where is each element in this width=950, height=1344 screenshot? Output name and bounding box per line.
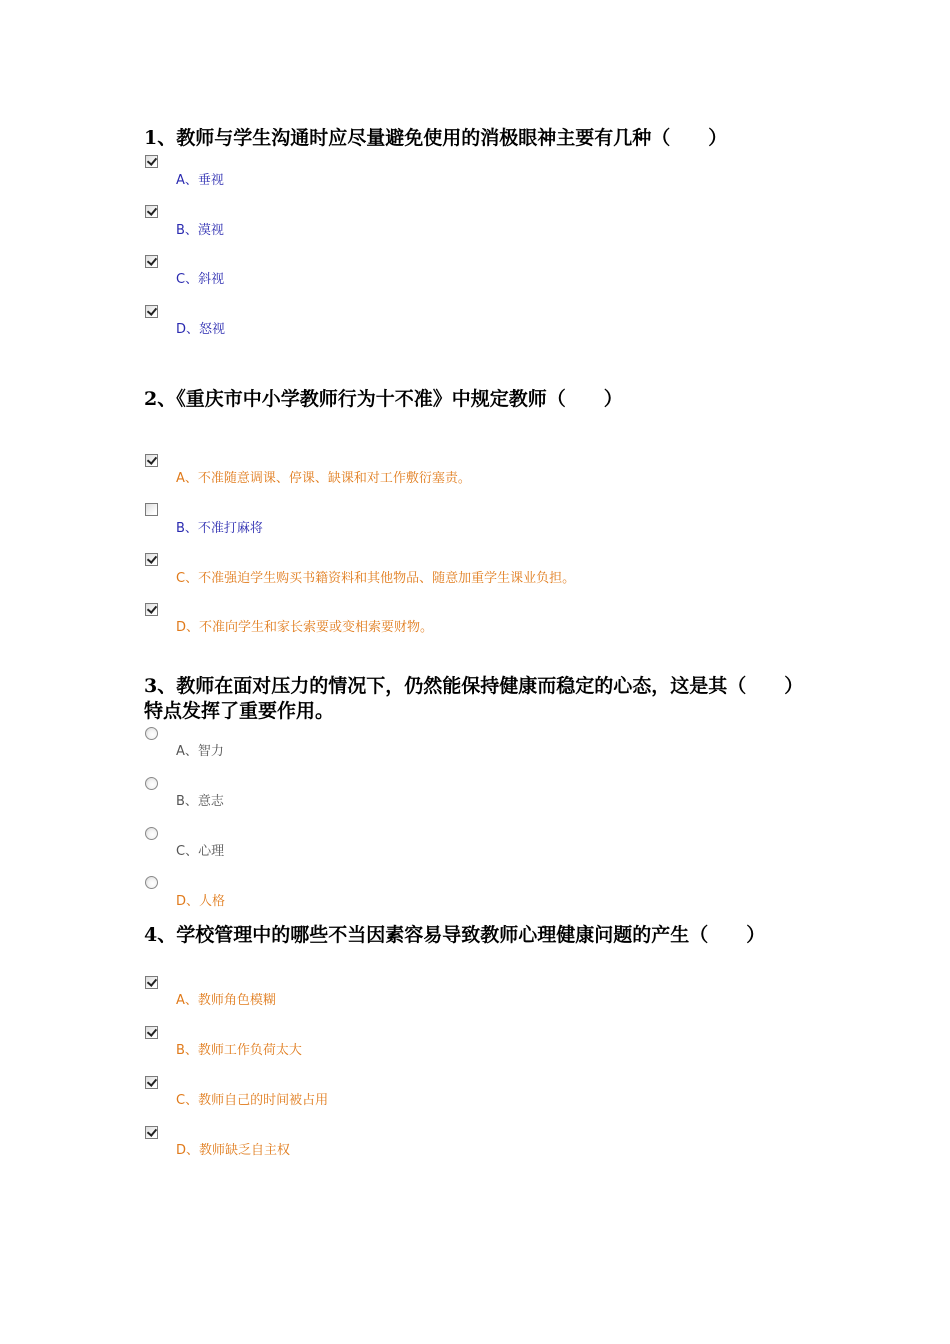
question-3-option-c-radio[interactable] — [145, 827, 158, 840]
question-1-option-b[interactable] — [176, 223, 224, 239]
option-letter: B、 — [176, 1043, 198, 1058]
option-letter: D、 — [176, 620, 200, 635]
option-letter: A、 — [176, 471, 198, 486]
question-4-option-d-checkbox[interactable] — [145, 1126, 158, 1139]
option-text: 意志 — [197, 794, 224, 809]
question-2-option-a[interactable] — [176, 471, 471, 487]
option-text: 漠视 — [197, 223, 224, 238]
question-4-option-a-checkbox[interactable] — [145, 976, 158, 989]
question-4-option-b-checkbox[interactable] — [145, 1026, 158, 1039]
option-text: 不准打麻将 — [197, 521, 263, 536]
option-text: 垂视 — [197, 173, 224, 188]
question-3-option-d[interactable] — [176, 894, 225, 910]
question-4-option-c-checkbox[interactable] — [145, 1076, 158, 1089]
option-letter: C、 — [176, 571, 199, 586]
question-1-option-d[interactable] — [176, 322, 225, 338]
option-letter: D、 — [176, 322, 200, 337]
option-letter: A、 — [176, 173, 198, 188]
option-text: 心理 — [198, 844, 225, 859]
question-2-option-a-checkbox[interactable] — [145, 454, 158, 467]
option-text: 教师工作负荷太大 — [197, 1043, 302, 1058]
question-3-option-d-radio[interactable] — [145, 876, 158, 889]
option-letter: A、 — [176, 744, 198, 759]
question-3-option-b-radio[interactable] — [145, 777, 158, 790]
option-letter: B、 — [176, 794, 198, 809]
question-1-option-c[interactable] — [176, 272, 224, 288]
question-2-title: 2、《重庆市中小学教师行为十不准》中规定教师（ ） — [144, 388, 623, 410]
question-3-option-a[interactable] — [176, 744, 224, 760]
question-4-option-b[interactable] — [176, 1043, 302, 1059]
question-3-option-c[interactable] — [176, 844, 224, 860]
question-3-option-a-radio[interactable] — [145, 727, 158, 740]
question-2-option-c-checkbox[interactable] — [145, 553, 158, 566]
question-1-title: 1、教师与学生沟通时应尽量避免使用的消极眼神主要有几种（ ） — [144, 127, 728, 149]
question-2-option-d-checkbox[interactable] — [145, 603, 158, 616]
option-text: 智力 — [197, 744, 224, 759]
option-text: 斜视 — [198, 272, 225, 287]
option-letter: C、 — [176, 1093, 199, 1108]
question-2-option-b[interactable] — [176, 521, 263, 537]
question-1-option-a-checkbox[interactable] — [145, 155, 158, 168]
question-4-title: 4、学校管理中的哪些不当因素容易导致教师心理健康问题的产生（ ） — [144, 924, 766, 946]
option-letter: D、 — [176, 1143, 200, 1158]
question-2-option-d[interactable] — [176, 620, 433, 636]
option-letter: B、 — [176, 521, 198, 536]
question-1-option-b-checkbox[interactable] — [145, 205, 158, 218]
question-4-option-a[interactable] — [176, 993, 276, 1009]
option-text: 人格 — [199, 894, 226, 909]
option-letter: C、 — [176, 272, 199, 287]
question-2-option-b-checkbox[interactable] — [145, 503, 158, 516]
option-text: 教师自己的时间被占用 — [198, 1093, 329, 1108]
option-letter: B、 — [176, 223, 198, 238]
question-4-option-d[interactable] — [176, 1143, 290, 1159]
option-text: 不准随意调课、停课、缺课和对工作敷衍塞责。 — [197, 471, 471, 486]
question-2-option-c[interactable] — [176, 571, 575, 587]
question-3-option-b[interactable] — [176, 794, 224, 810]
option-text: 不准向学生和家长索要或变相索要财物。 — [199, 620, 434, 635]
question-1-option-d-checkbox[interactable] — [145, 305, 158, 318]
option-text: 怒视 — [199, 322, 226, 337]
question-4-option-c[interactable] — [176, 1093, 328, 1109]
question-1-option-c-checkbox[interactable] — [145, 255, 158, 268]
question-1-option-a[interactable] — [176, 173, 224, 189]
option-letter: C、 — [176, 844, 199, 859]
option-text: 教师缺乏自主权 — [199, 1143, 291, 1158]
question-3-title: 3、教师在面对压力的情况下，仍然能保持健康而稳定的心态，这是其（ ）特点发挥了重要作用。 — [144, 675, 804, 722]
option-text: 不准强迫学生购买书籍资料和其他物品、随意加重学生课业负担。 — [198, 571, 576, 586]
option-text: 教师角色模糊 — [197, 993, 276, 1008]
option-letter: D、 — [176, 894, 200, 909]
option-letter: A、 — [176, 993, 198, 1008]
